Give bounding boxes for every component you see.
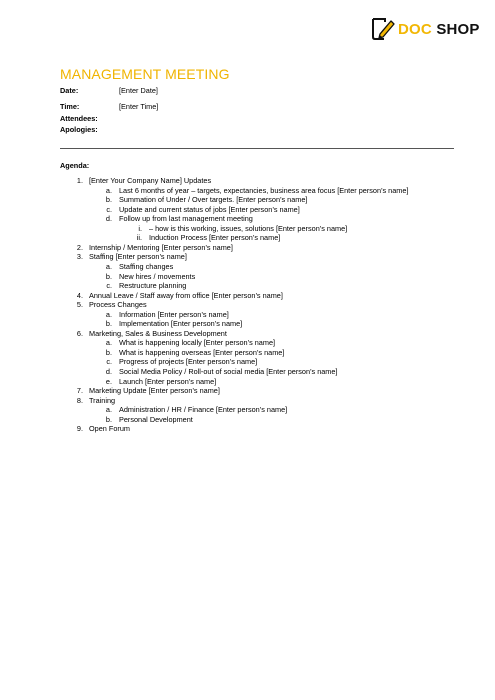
- field-apologies: [60, 125, 119, 135]
- agenda-item-text: Process Changes: [89, 300, 147, 310]
- agenda-item-marker: b.: [105, 195, 112, 205]
- agenda-item-marker: 2.: [76, 242, 83, 252]
- agenda-item-marker: a.: [105, 309, 112, 319]
- agenda-item-marker: 7.: [76, 386, 83, 396]
- field-label: Time:: [60, 102, 80, 111]
- agenda-item-text: Staffing changes: [119, 261, 174, 271]
- agenda-item-marker: b.: [105, 347, 112, 357]
- agenda-item-text: Restructure planning: [119, 281, 187, 291]
- field-date: [60, 86, 158, 96]
- brand-wordmark: [398, 22, 480, 37]
- agenda-item-text: Annual Leave / Staff away from office [Enter person’s name]: [89, 290, 283, 300]
- agenda-item-marker: 1.: [76, 176, 83, 185]
- agenda-item-text: Social Media Policy / Roll-out of social media [Enter person’s name]: [119, 367, 338, 376]
- agenda-item-text: Staffing [Enter person’s name]: [89, 252, 187, 262]
- pen-document-icon: [370, 16, 396, 42]
- agenda-item-marker: a.: [105, 405, 112, 415]
- agenda-item-marker: c.: [106, 357, 112, 367]
- agenda-item-marker: 5.: [76, 300, 83, 310]
- agenda-item-marker: b.: [105, 319, 112, 329]
- agenda-item-marker: 4.: [76, 290, 83, 300]
- agenda-item-text: Implementation [Enter person’s name]: [119, 319, 243, 329]
- agenda-item-text: New hires / movements: [119, 271, 196, 281]
- field-value: [Enter Time]: [119, 102, 159, 111]
- agenda-item-marker: a.: [105, 338, 112, 348]
- agenda-item-text: Summation of Under / Over targets. [Enter person’s name]: [119, 195, 308, 205]
- agenda-item-marker: b.: [105, 414, 112, 424]
- agenda-item-text: Induction Process [Enter person’s name]: [149, 233, 281, 243]
- agenda-item-text: Open Forum: [89, 424, 130, 434]
- agenda-item-marker: a.: [105, 185, 112, 195]
- agenda-item-marker: d.: [105, 367, 112, 376]
- agenda-item-text: Administration / HR / Finance [Enter person’s name]: [119, 405, 288, 415]
- agenda-item-text: Progress of projects [Enter person’s name]: [119, 357, 258, 367]
- brand-doc: DOC: [398, 20, 432, 38]
- field-label: Attendees:: [60, 114, 98, 123]
- agenda-item-text: Launch [Enter person’s name]: [119, 376, 217, 386]
- field-value: [Enter Date]: [119, 86, 158, 95]
- agenda-item-marker: e.: [105, 376, 112, 386]
- agenda-item-marker: c.: [106, 204, 112, 214]
- document-title: MANAGEMENT MEETING: [60, 66, 230, 82]
- agenda-item-text: [Enter Your Company Name] Updates: [89, 176, 212, 185]
- brand-logo: [370, 15, 480, 43]
- agenda-item-text: – how is this working, issues, solutions [Enter person’s name]: [149, 223, 348, 233]
- agenda-item-text: Last 6 months of year – targets, expectancies, business area focus [Enter person’s name]: [119, 185, 409, 195]
- brand-shop: SHOP: [436, 20, 480, 38]
- agenda-item-text: What is happening locally [Enter person’s name]: [119, 338, 276, 348]
- agenda-item-marker: 8.: [76, 395, 83, 405]
- agenda-item-text: Training: [89, 395, 116, 405]
- field-attendees: [60, 114, 119, 124]
- agenda-item-text: Marketing Update [Enter person’s name]: [89, 386, 220, 396]
- agenda-item-marker: 3.: [76, 252, 83, 262]
- field-label: Date:: [60, 86, 79, 95]
- agenda-item-marker: d.: [105, 214, 112, 224]
- agenda-item-text: Marketing, Sales & Business Development: [89, 328, 227, 338]
- agenda-heading: Agenda:: [60, 161, 90, 170]
- agenda-item-text: Information [Enter person’s name]: [119, 309, 229, 319]
- agenda-item-marker: b.: [105, 271, 112, 281]
- field-label: Apologies:: [60, 125, 98, 134]
- agenda-item-marker: a.: [105, 261, 112, 271]
- agenda-item-marker: 6.: [76, 328, 83, 338]
- agenda-item-text: Personal Development: [119, 414, 193, 424]
- agenda-item-text: Internship / Mentoring [Enter person’s name]: [89, 242, 233, 252]
- field-time: [60, 102, 158, 112]
- agenda-item-text: Update and current status of jobs [Enter person’s name]: [119, 204, 300, 214]
- agenda-item-text: What is happening overseas [Enter person’s name]: [119, 347, 285, 357]
- agenda-item-marker: i.: [138, 223, 142, 233]
- agenda-item-marker: 9.: [76, 424, 83, 434]
- agenda-item-marker: ii.: [136, 233, 142, 243]
- agenda-item-text: Follow up from last management meeting: [119, 214, 253, 224]
- agenda-item-marker: c.: [106, 281, 112, 291]
- section-divider: [60, 148, 454, 149]
